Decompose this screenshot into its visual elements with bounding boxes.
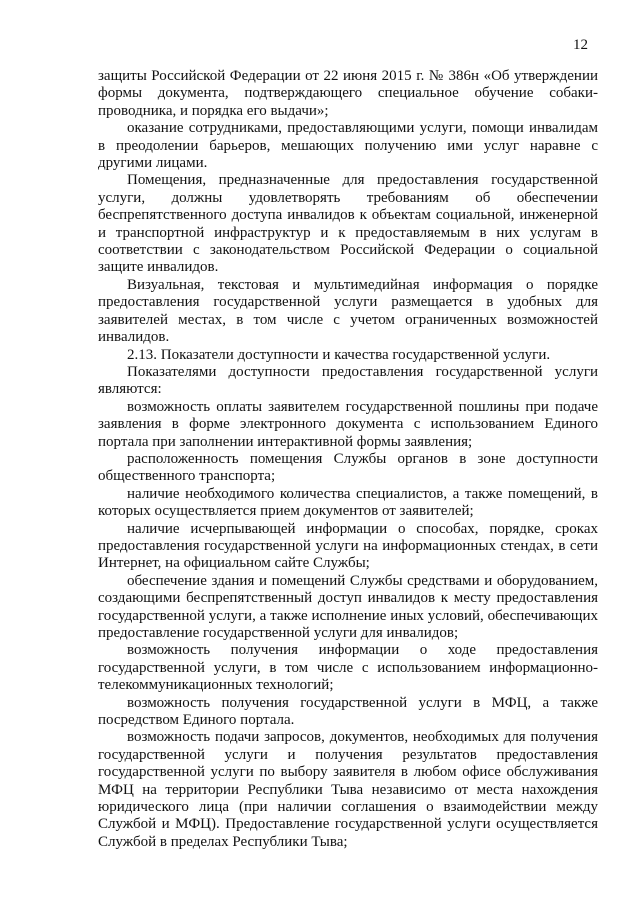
section-heading-2-13: 2.13. Показатели доступности и качества государственной услуги.: [127, 346, 551, 363]
list-item-mfc-portal: возможность получения государственной услуги в МФЦ, а также посредством Единого портала.: [98, 694, 598, 729]
list-item-fee-payment: возможность оплаты заявителем государственной пошлины при подаче заявления в форме электронного документа с использованием Единого портала при заполнении интерактивной формы заявления;: [98, 398, 598, 450]
page-number: 12: [573, 37, 588, 53]
paragraph-order-reference: защиты Российской Федерации от 22 июня 2015 г. № 386н «Об утверждении формы документа, подтверждающего специальное обучение собаки-проводника, и порядка его выдачи»;: [98, 68, 598, 119]
list-item-information: наличие исчерпывающей информации о способах, порядке, сроках предоставления государственной услуги на информационных стендах, в сети Интернет, на официальном сайте Службы;: [98, 520, 598, 572]
document-body: [98, 68, 598, 851]
paragraph-premises-requirements: Помещения, предназначенные для предоставления государственной услуги, должны удовлетворять требованиям об обеспечении беспрепятственного доступа инвалидов к объектам социальной, инженерной и транспортной инфраструктур и к предоставляемым в них услугам в соответствии с законодательством Российской Федерации о социальной защите инвалидов.: [98, 172, 598, 276]
list-item-specialists: наличие необходимого количества специалистов, а также помещений, в которых осуществляется прием документов от заявителей;: [98, 485, 598, 520]
paragraph-staff-assistance: оказание сотрудниками, предоставляющими услуги, помощи инвалидам в преодолении барьеров, мешающих получению ими услуг наравне с другими лицами.: [98, 120, 598, 172]
list-item-request-submission: возможность подачи запросов, документов, необходимых для получения государственной услуги и получения результатов предоставления государственной услуги по выбору заявителя в любом офисе обслуживания МФЦ на территории Республики Тыва независимо от места нахождения юридического лица (при наличии соглашения о взаимодействии между Службой и МФЦ). Предоставление государственной услуги осуществляется Службой в пределах Республики Тыва;: [98, 729, 598, 850]
paragraph-visual-information: Визуальная, текстовая и мультимедийная информация о порядке предоставления государственной услуги размещается в удобных для заявителей местах, в том числе с учетом ограниченных возможностей инвалидов.: [98, 276, 598, 346]
list-item-transport-access: расположенность помещения Службы органов в зоне доступности общественного транспорта;: [98, 450, 598, 485]
paragraph-indicators-intro: Показателями доступности предоставления государственной услуги являются:: [98, 363, 598, 398]
list-item-building-equipment: обеспечение здания и помещений Службы средствами и оборудованием, создающими беспрепятственный доступ инвалидов к месту предоставления государственной услуги, а также исполнение иных условий, обеспечивающих предоставление государственной услуги для инвалидов;: [98, 572, 598, 641]
list-item-progress-info: возможность получения информации о ходе предоставления государственной услуги, в том числе с использованием информационно-телекоммуникационных технологий;: [98, 642, 598, 694]
